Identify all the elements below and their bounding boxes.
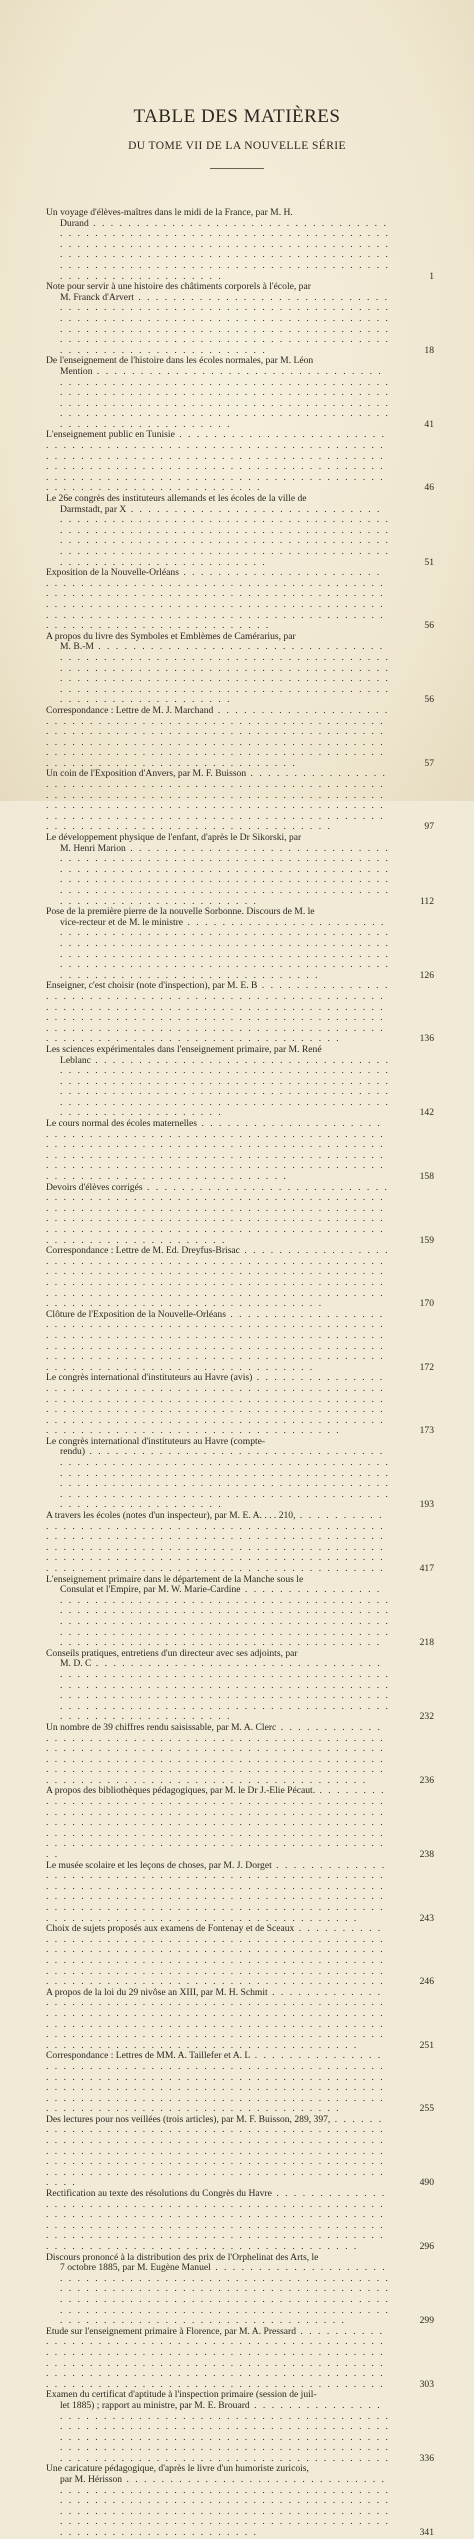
toc-entry	[46, 1181, 434, 1247]
toc-page-number: 56	[424, 620, 434, 632]
toc-entry-text: M. Franck d'Arvert . . . . . . . . . . . . . . . . . . . . . . . . . . . . . . . . . . . . . . . . . . . . . . . . . . . . . . . . . . . . . . . . . . . . . . . . . . . . . . . . . . . . . . . . . . . . . . . . . . . . . . . . . . . . . . . . . . . . . . . . . . . . . . . . . . . . . . . . . . . . . . . . . . . . . . . . . . . . . . . . . . . . . . . . . . . . . . . . . . . . . . . . . . . . . . . . . . . . . . . . . . . . .	[60, 291, 390, 356]
leader-dots: . . . . . . . . . . . . . . . . . . . . . . . . . . . . . . . . . . . . . . . . . . . . . . . . . . . . . . . . . . . . . . . . . . . . . . . . . . . . . . . . . . . . . . . . . . . . . . . . . . . . . . . . . . . . . . . . . . . . . . . . . . . . . . . . . . . . . . . . . . . . . . . . . . . . . . . . . . . . . . . . . . . . . . . . . . . . . . . . . . . . . . . . . . . . . . . . . . . . . . . . . . . . .	[46, 2050, 385, 2115]
toc-entry	[46, 1245, 434, 1310]
toc-page-number: 18	[424, 344, 434, 356]
toc-page-number: 490	[419, 2177, 434, 2189]
toc-entry	[46, 2325, 434, 2391]
toc-entry-text: Examen du certificat d'aptitude à l'inspection primaire (session de juil-	[46, 2389, 317, 2401]
toc-entry	[46, 1372, 434, 1437]
toc-entry	[46, 1721, 434, 1787]
leader-dots: . . . . . . . . . . . . . . . . . . . . . . . . . . . . . . . . . . . . . . . . . . . . . . . . . . . . . . . . . . . . . . . . . . . . . . . . . . . . . . . . . . . . . . . . . . . . . . . . . . . . . . . . . . . . . . . . . . . . . . . . . . . . . . . . . . . . . . . . . . . . . . . . . . . . . . . . . . . . . . . . . . . . . . . . . . . . . . . . . . . . . . . . . . . . . . . . . . . . . . . . . . . . .	[46, 768, 387, 833]
leader-dots: . . . . . . . . . . . . . . . . . . . . . . . . . . . . . . . . . . . . . . . . . . . . . . . . . . . . . . . . . . . . . . . . . . . . . . . . . . . . . . . . . . . . . . . . . . . . . . . . . . . . . . . . . . . . . . . . . . . . . . . . . . . . . . . . . . . . . . . . . . . . . . . . . . . . . . . . . . . . . . . . . . . . . . . . . . . . . . . . . . . . . . . . . . . . . . . . . . . . . . . . . . . . .	[46, 1510, 385, 1574]
toc-entry-text: M. B.-M . . . . . . . . . . . . . . . . . . . . . . . . . . . . . . . . . . . . . . . . . . . . . . . . . . . . . . . . . . . . . . . . . . . . . . . . . . . . . . . . . . . . . . . . . . . . . . . . . . . . . . . . . . . . . . . . . . . . . . . . . . . . . . . . . . . . . . . . . . . . . . . . . . . . . . . . . . . . . . . . . . . . . . . . . . . . . . . . . . . . . . . . . . . . . . . . . . . . . . . . . . . . .	[60, 641, 390, 706]
leader-dots: . . . . . . . . . . . . . . . . . . . . . . . . . . . . . . . . . . . . . . . . . . . . . . . . . . . . . . . . . . . . . . . . . . . . . . . . . . . . . . . . . . . . . . . . . . . . . . . . . . . . . . . . . . . . . . . . . . . . . . . . . . . . . . . . . . . . . . . . . . . . . . . . . . . . . . . . . . . . . . . . . . . . . . . . . . . . . . . . . . . . . . . . . . . . . . . . . . . . . . . . . . . . .	[46, 429, 386, 494]
toc-entry	[46, 1573, 434, 1649]
leader-dots: . . . . . . . . . . . . . . . . . . . . . . . . . . . . . . . . . . . . . . . . . . . . . . . . . . . . . . . . . . . . . . . . . . . . . . . . . . . . . . . . . . . . . . . . . . . . . . . . . . . . . . . . . . . . . . . . . . . . . . . . . . . . . . . . . . . . . . . . . . . . . . . . . . . . . . . . . . . . . . . . . . . . . . . . . . . . . . . . . . . . . . . . . . . . . . . . . . . . . . . . . . . . .	[60, 217, 390, 282]
toc-page-number: 142	[419, 1107, 434, 1119]
leader-dots: . . . . . . . . . . . . . . . . . . . . . . . . . . . . . . . . . . . . . . . . . . . . . . . . . . . . . . . . . . . . . . . . . . . . . . . . . . . . . . . . . . . . . . . . . . . . . . . . . . . . . . . . . . . . . . . . . . . . . . . . . . . . . . . . . . . . . . . . . . . . . . . . . . . . . . . . . . . . . . . . . . . . . . . . . . . . . . . . . . . . . . . . . . . . . . . . . . . . . . . . . . . . .	[46, 567, 385, 632]
toc-page-number: 159	[419, 1234, 434, 1246]
toc-entry	[46, 704, 434, 770]
toc-entry-text: Clôture de l'Exposition de la Nouvelle-Orléans . . . . . . . . . . . . . . . . . . . . . . . . . . . . . . . . . . . . . . . . . . . . . . . . . . . . . . . . . . . . . . . . . . . . . . . . . . . . . . . . . . . . . . . . . . . . . . . . . . . . . . . . . . . . . . . . . . . . . . . . . . . . . . . . . . . . . . . . . . . . . . . . . . . . . . . . . . . . . . . . . . . . . . . . . . . . . . . . . . . . . . . . . . . . . . . . . . . . . . . . . . . . .	[46, 1308, 385, 1373]
toc-entry-text: let 1885) ; rapport au ministre, par M. E. Brouard . . . . . . . . . . . . . . . . . . . . . . . . . . . . . . . . . . . . . . . . . . . . . . . . . . . . . . . . . . . . . . . . . . . . . . . . . . . . . . . . . . . . . . . . . . . . . . . . . . . . . . . . . . . . . . . . . . . . . . . . . . . . . . . . . . . . . . . . . . . . . . . . . . . . . . . . . . . . . . . . . . . . . . . . . . . . . . . . . . . . . . . . . . . . . . . . . . . . . . . . . . . . .	[60, 2399, 390, 2464]
toc-entry	[46, 2251, 434, 2327]
toc-page-number: 112	[419, 895, 434, 907]
toc-entry-text: M. D. C . . . . . . . . . . . . . . . . . . . . . . . . . . . . . . . . . . . . . . . . . . . . . . . . . . . . . . . . . . . . . . . . . . . . . . . . . . . . . . . . . . . . . . . . . . . . . . . . . . . . . . . . . . . . . . . . . . . . . . . . . . . . . . . . . . . . . . . . . . . . . . . . . . . . . . . . . . . . . . . . . . . . . . . . . . . . . . . . . . . . . . . . . . . . . . . . . . . . . . . . . . . . .	[60, 1658, 390, 1723]
toc-entry-text: Les sciences expérimentales dans l'enseignement primaire, par M. René	[46, 1043, 322, 1055]
toc-entry-text: Enseigner, c'est choisir (note d'inspection), par M. E. B . . . . . . . . . . . . . . . . . . . . . . . . . . . . . . . . . . . . . . . . . . . . . . . . . . . . . . . . . . . . . . . . . . . . . . . . . . . . . . . . . . . . . . . . . . . . . . . . . . . . . . . . . . . . . . . . . . . . . . . . . . . . . . . . . . . . . . . . . . . . . . . . . . . . . . . . . . . . . . . . . . . . . . . . . . . . . . . . . . . . . . . . . . . . . . . . . . . . . . . . . . . . .	[46, 980, 390, 1045]
leader-dots: . . . . . . . . . . . . . . . . . . . . . . . . . . . . . . . . . . . . . . . . . . . . . . . . . . . . . . . . . . . . . . . . . . . . . . . . . . . . . . . . . . . . . . . . . . . . . . . . . . . . . . . . . . . . . . . . . . . . . . . . . . . . . . . . . . . . . . . . . . . . . . . . . . . . . . . . . . . . . . . . . . . . . . . . . . . . . . . . . . . . . . . . . . . . . . . . . . . . . . . . . . . . .	[46, 1986, 385, 2051]
page-subtitle: DU TOME VII DE LA NOUVELLE SÉRIE	[128, 140, 346, 152]
toc-entry	[46, 429, 434, 494]
toc-entry	[46, 567, 434, 632]
toc-page-number: 243	[419, 1912, 434, 1924]
toc-entry	[46, 355, 434, 430]
toc-entry	[46, 1118, 434, 1183]
leader-dots: . . . . . . . . . . . . . . . . . . . . . . . . . . . . . . . . . . . . . . . . . . . . . . . . . . . . . . . . . . . . . . . . . . . . . . . . . . . . . . . . . . . . . . . . . . . . . . . . . . . . . . . . . . . . . . . . . . . . . . . . . . . . . . . . . . . . . . . . . . . . . . . . . . . . . . . . . . . . . . . . . . . . . . . . . . . . . . . . . . . . . . . . . . . . . . . . . . . . . . . . . . . . .	[60, 365, 390, 430]
toc-entry-text: Pose de la première pierre de la nouvelle Sorbonne. Discours de M. le	[46, 906, 315, 918]
toc-page-number: 303	[419, 2378, 434, 2390]
toc-page-number: 158	[419, 1171, 434, 1183]
toc-entry-text: Correspondance : Lettre de M. J. Marchand . . . . . . . . . . . . . . . . . . . . . . . . . . . . . . . . . . . . . . . . . . . . . . . . . . . . . . . . . . . . . . . . . . . . . . . . . . . . . . . . . . . . . . . . . . . . . . . . . . . . . . . . . . . . . . . . . . . . . . . . . . . . . . . . . . . . . . . . . . . . . . . . . . . . . . . . . . . . . . . . . . . . . . . . . . . . . . . . . . . . . . . . . . . . . . . . . . . . . . . . . . . . .	[46, 704, 390, 769]
leader-dots: . . . . . . . . . . . . . . . . . . . . . . . . . . . . . . . . . . . . . . . . . . . . . . . . . . . . . . . . . . . . . . . . . . . . . . . . . . . . . . . . . . . . . . . . . . . . . . . . . . . . . . . . . . . . . . . . . . . . . . . . . . . . . . . . . . . . . . . . . . . . . . . . . . . . . . . . . . . . . . . . . . . . . . . . . . . . . . . . . . . . . . . . . . . . . . . . . . . . . . . . . . . . .	[60, 1054, 390, 1119]
toc-entry	[46, 1923, 434, 1988]
toc-page-number: 417	[419, 1563, 434, 1574]
toc-entry-text: Le musée scolaire et les leçons de choses, par M. J. Dorget . . . . . . . . . . . . . . . . . . . . . . . . . . . . . . . . . . . . . . . . . . . . . . . . . . . . . . . . . . . . . . . . . . . . . . . . . . . . . . . . . . . . . . . . . . . . . . . . . . . . . . . . . . . . . . . . . . . . . . . . . . . . . . . . . . . . . . . . . . . . . . . . . . . . . . . . . . . . . . . . . . . . . . . . . . . . . . . . . . . . . . . . . . . . . . . . . . . . . . . . . . . . .	[46, 1859, 387, 1924]
toc-page-number: 193	[419, 1499, 434, 1511]
toc-entry-text: Un coin de l'Exposition d'Anvers, par M. F. Buisson . . . . . . . . . . . . . . . . . . . . . . . . . . . . . . . . . . . . . . . . . . . . . . . . . . . . . . . . . . . . . . . . . . . . . . . . . . . . . . . . . . . . . . . . . . . . . . . . . . . . . . . . . . . . . . . . . . . . . . . . . . . . . . . . . . . . . . . . . . . . . . . . . . . . . . . . . . . . . . . . . . . . . . . . . . . . . . . . . . . . . . . . . . . . . . . . . . . . . . . . . . . . .	[46, 768, 387, 833]
toc-page-number: 136	[419, 1033, 434, 1045]
toc-entry-text: Le cours normal des écoles maternelles . . . . . . . . . . . . . . . . . . . . . . . . . . . . . . . . . . . . . . . . . . . . . . . . . . . . . . . . . . . . . . . . . . . . . . . . . . . . . . . . . . . . . . . . . . . . . . . . . . . . . . . . . . . . . . . . . . . . . . . . . . . . . . . . . . . . . . . . . . . . . . . . . . . . . . . . . . . . . . . . . . . . . . . . . . . . . . . . . . . . . . . . . . . . . . . . . . . . . . . . . . . . .	[46, 1118, 385, 1183]
toc-entry	[46, 1785, 434, 1861]
toc-entry	[46, 1308, 434, 1374]
toc-page-number: 238	[419, 1849, 434, 1861]
leader-dots: . . . . . . . . . . . . . . . . . . . . . . . . . . . . . . . . . . . . . . . . . . . . . . . . . . . . . . . . . . . . . . . . . . . . . . . . . . . . . . . . . . . . . . . . . . . . . . . . . . . . . . . . . . . . . . . . . . . . . . . . . . . . . . . . . . . . . . . . . . . . . . . . . . . . . . . . . . . . . . . . . . . . . . . . . . . . . . . . . . . . . . . . . . . . . . . . . . . . . . . . . . . . .	[46, 1923, 385, 1988]
toc-entry-text: A propos du livre des Symboles et Emblèmes de Camérarius, par	[46, 630, 296, 642]
toc-entry	[46, 207, 434, 282]
toc-entry-text: Etude sur l'enseignement primaire à Florence, par M. A. Pressard . . . . . . . . . . . . . . . . . . . . . . . . . . . . . . . . . . . . . . . . . . . . . . . . . . . . . . . . . . . . . . . . . . . . . . . . . . . . . . . . . . . . . . . . . . . . . . . . . . . . . . . . . . . . . . . . . . . . . . . . . . . . . . . . . . . . . . . . . . . . . . . . . . . . . . . . . . . . . . . . . . . . . . . . . . . . . . . . . . . . . . . . . . . . . . . . . . . . . . . . . . . . .	[46, 2325, 385, 2390]
toc-entry	[46, 2463, 434, 2539]
toc-entry-text: M. Henri Marion . . . . . . . . . . . . . . . . . . . . . . . . . . . . . . . . . . . . . . . . . . . . . . . . . . . . . . . . . . . . . . . . . . . . . . . . . . . . . . . . . . . . . . . . . . . . . . . . . . . . . . . . . . . . . . . . . . . . . . . . . . . . . . . . . . . . . . . . . . . . . . . . . . . . . . . . . . . . . . . . . . . . . . . . . . . . . . . . . . . . . . . . . . . . . . . . . . . . . . . . . . . . .	[60, 842, 390, 907]
toc-entry-text: Darmstadt, par X . . . . . . . . . . . . . . . . . . . . . . . . . . . . . . . . . . . . . . . . . . . . . . . . . . . . . . . . . . . . . . . . . . . . . . . . . . . . . . . . . . . . . . . . . . . . . . . . . . . . . . . . . . . . . . . . . . . . . . . . . . . . . . . . . . . . . . . . . . . . . . . . . . . . . . . . . . . . . . . . . . . . . . . . . . . . . . . . . . . . . . . . . . . . . . . . . . . . . . . . . . . . .	[60, 503, 390, 568]
toc-entry-text: Devoirs d'élèves corrigés . . . . . . . . . . . . . . . . . . . . . . . . . . . . . . . . . . . . . . . . . . . . . . . . . . . . . . . . . . . . . . . . . . . . . . . . . . . . . . . . . . . . . . . . . . . . . . . . . . . . . . . . . . . . . . . . . . . . . . . . . . . . . . . . . . . . . . . . . . . . . . . . . . . . . . . . . . . . . . . . . . . . . . . . . . . . . . . . . . . . . . . . . . . . . . . . . . . . . . . . . . . . .	[46, 1181, 389, 1246]
leader-dots: . . . . . . . . . . . . . . . . . . . . . . . . . . . . . . . . . . . . . . . . . . . . . . . . . . . . . . . . . . . . . . . . . . . . . . . . . . . . . . . . . . . . . . . . . . . . . . . . . . . . . . . . . . . . . . . . . . . . . . . . . . . . . . . . . . . . . . . . . . . . . . . . . . . . . . . . . . . . . . . . . . . . . . . . . . . . . . . . . . . . . . . . . . . . . . . . . . . . . . . . . . . . .	[46, 1372, 385, 1437]
toc-page-number: 299	[419, 2315, 434, 2327]
toc-entry	[46, 832, 434, 907]
leader-dots: . . . . . . . . . . . . . . . . . . . . . . . . . . . . . . . . . . . . . . . . . . . . . . . . . . . . . . . . . . . . . . . . . . . . . . . . . . . . . . . . . . . . . . . . . . . . . . . . . . . . . . . . . . . . . . . . . . . . . . . . . . . . . . . . . . . . . . . . . . . . . . . . . . . . . . . . . . . . . . . . . . . . . . . . . . . . . . . . . . . . . . . . . . . . . . . . . . . . . . . . . . . . .	[46, 704, 390, 769]
toc-page-number: 1	[429, 270, 434, 282]
toc-page-number: 218	[419, 1637, 434, 1649]
toc-page-number: 341	[419, 2527, 434, 2539]
toc-entry	[46, 980, 434, 1045]
toc-entry-text: 7 octobre 1885, par M. Eugène Manuel . . . . . . . . . . . . . . . . . . . . . . . . . . . . . . . . . . . . . . . . . . . . . . . . . . . . . . . . . . . . . . . . . . . . . . . . . . . . . . . . . . . . . . . . . . . . . . . . . . . . . . . . . . . . . . . . . . . . . . . . . . . . . . . . . . . . . . . . . . . . . . . . . . . . . . . . . . . . . . . . . . . . . . . . . . . . . . . . . . . . . . . . . . . . . . . . . . . . . . . . . . . . .	[60, 2262, 390, 2327]
toc-page-number: 126	[419, 969, 434, 981]
toc-entry-text: vice-recteur et de M. le ministre . . . . . . . . . . . . . . . . . . . . . . . . . . . . . . . . . . . . . . . . . . . . . . . . . . . . . . . . . . . . . . . . . . . . . . . . . . . . . . . . . . . . . . . . . . . . . . . . . . . . . . . . . . . . . . . . . . . . . . . . . . . . . . . . . . . . . . . . . . . . . . . . . . . . . . . . . . . . . . . . . . . . . . . . . . . . . . . . . . . . . . . . . . . . . . . . . . . . . . . . . . . . .	[60, 916, 390, 981]
toc-entry	[46, 281, 434, 356]
toc-page-number: 296	[419, 2241, 434, 2252]
toc-entry-text: L'enseignement public en Tunisie . . . . . . . . . . . . . . . . . . . . . . . . . . . . . . . . . . . . . . . . . . . . . . . . . . . . . . . . . . . . . . . . . . . . . . . . . . . . . . . . . . . . . . . . . . . . . . . . . . . . . . . . . . . . . . . . . . . . . . . . . . . . . . . . . . . . . . . . . . . . . . . . . . . . . . . . . . . . . . . . . . . . . . . . . . . . . . . . . . . . . . . . . . . . . . . . . . . . . . . . . . . . .	[46, 429, 386, 494]
leader-dots: . . . . . . . . . . . . . . . . . . . . . . . . . . . . . . . . . . . . . . . . . . . . . . . . . . . . . . . . . . . . . . . . . . . . . . . . . . . . . . . . . . . . . . . . . . . . . . . . . . . . . . . . . . . . . . . . . . . . . . . . . . . . . . . . . . . . . . . . . . . . . . . . . . . . . . . . . . . . . . . . . . . . . . . . . . . . . . . . . . . . . . . . . . . . . . . . . . . . . . . . . . . . .	[60, 503, 390, 568]
toc-entry-text: Exposition de la Nouvelle-Orléans . . . . . . . . . . . . . . . . . . . . . . . . . . . . . . . . . . . . . . . . . . . . . . . . . . . . . . . . . . . . . . . . . . . . . . . . . . . . . . . . . . . . . . . . . . . . . . . . . . . . . . . . . . . . . . . . . . . . . . . . . . . . . . . . . . . . . . . . . . . . . . . . . . . . . . . . . . . . . . . . . . . . . . . . . . . . . . . . . . . . . . . . . . . . . . . . . . . . . . . . . . . . .	[46, 567, 385, 632]
toc-entry	[46, 1647, 434, 1723]
toc-page-number: 236	[419, 1774, 434, 1786]
leader-dots: . . . . . . . . . . . . . . . . . . . . . . . . . . . . . . . . . . . . . . . . . . . . . . . . . . . . . . . . . . . . . . . . . . . . . . . . . . . . . . . . . . . . . . . . . . . . . . . . . . . . . . . . . . . . . . . . . . . . . . . . . . . . . . . . . . . . . . . . . . . . . . . . . . . . . . . . . . . . . . . . . . . . . . . . . . . . . . . . . . . . . . . . . . . . . . . . . . . . . . . . . . . . .	[60, 2399, 390, 2464]
toc-page-number: 170	[419, 1298, 434, 1310]
toc-entry	[46, 1510, 434, 1575]
toc-entry	[46, 768, 434, 833]
leader-dots: . . . . . . . . . . . . . . . . . . . . . . . . . . . . . . . . . . . . . . . . . . . . . . . . . . . . . . . . . . . . . . . . . . . . . . . . . . . . . . . . . . . . . . . . . . . . . . . . . . . . . . . . . . . . . . . . . . . . . . . . . . . . . . . . . . . . . . . . . . . . . . . . . . . . . . . . . . . . . . . . . . . . . . . . . . . . . . . . . . . . . . . . . . . . . . . . . . . . . . . . . . . . .	[60, 1658, 390, 1723]
toc-entry-text: rendu) . . . . . . . . . . . . . . . . . . . . . . . . . . . . . . . . . . . . . . . . . . . . . . . . . . . . . . . . . . . . . . . . . . . . . . . . . . . . . . . . . . . . . . . . . . . . . . . . . . . . . . . . . . . . . . . . . . . . . . . . . . . . . . . . . . . . . . . . . . . . . . . . . . . . . . . . . . . . . . . . . . . . . . . . . . . . . . . . . . . . . . . . . . . . . . . . . . . . . . . . . . . . .	[60, 1446, 390, 1511]
toc-entry-text: Choix de sujets proposés aux examens de Fontenay et de Sceaux . . . . . . . . . . . . . . . . . . . . . . . . . . . . . . . . . . . . . . . . . . . . . . . . . . . . . . . . . . . . . . . . . . . . . . . . . . . . . . . . . . . . . . . . . . . . . . . . . . . . . . . . . . . . . . . . . . . . . . . . . . . . . . . . . . . . . . . . . . . . . . . . . . . . . . . . . . . . . . . . . . . . . . . . . . . . . . . . . . . . . . . . . . . . . . . . . . . . . . . . . . . . .	[46, 1923, 385, 1988]
toc-page-number: 41	[424, 418, 434, 430]
toc-entry	[46, 2113, 434, 2189]
leader-dots: . . . . . . . . . . . . . . . . . . . . . . . . . . . . . . . . . . . . . . . . . . . . . . . . . . . . . . . . . . . . . . . . . . . . . . . . . . . . . . . . . . . . . . . . . . . . . . . . . . . . . . . . . . . . . . . . . . . . . . . . . . . . . . . . . . . . . . . . . . . . . . . . . . . . . . . . . . . . . . . . . . . . . . . . . . . . . . . . . . . . . . . . . . . . . . . . . . . . . . . . . . . . .	[60, 2474, 390, 2539]
leader-dots: . . . . . . . . . . . . . . . . . . . . . . . . . . . . . . . . . . . . . . . . . . . . . . . . . . . . . . . . . . . . . . . . . . . . . . . . . . . . . . . . . . . . . . . . . . . . . . . . . . . . . . . . . . . . . . . . . . . . . . . . . . . . . . . . . . . . . . . . . . . . . . . . . . . . . . . . . . . . . . . . . . . . . . . . . . . . . . . . . . . . . . . . . . . . . . . . . . . . . . . . . . . . .	[60, 1446, 390, 1511]
leader-dots: . . . . . . . . . . . . . . . . . . . . . . . . . . . . . . . . . . . . . . . . . . . . . . . . . . . . . . . . . . . . . . . . . . . . . . . . . . . . . . . . . . . . . . . . . . . . . . . . . . . . . . . . . . . . . . . . . . . . . . . . . . . . . . . . . . . . . . . . . . . . . . . . . . . . . . . . . . . . . . . . . . . . . . . . . . . . . . . . . . . . . . . . . . . . . . . . . . . . . . . . . . . . .	[46, 1859, 387, 1924]
toc-entry-text: Correspondance : Lettre de M. Ed. Dreyfus-Brisac . . . . . . . . . . . . . . . . . . . . . . . . . . . . . . . . . . . . . . . . . . . . . . . . . . . . . . . . . . . . . . . . . . . . . . . . . . . . . . . . . . . . . . . . . . . . . . . . . . . . . . . . . . . . . . . . . . . . . . . . . . . . . . . . . . . . . . . . . . . . . . . . . . . . . . . . . . . . . . . . . . . . . . . . . . . . . . . . . . . . . . . . . . . . . . . . . . . . . . . . . . . . .	[46, 1245, 390, 1310]
toc-page-number: 251	[419, 2039, 434, 2051]
toc-entry	[46, 1043, 434, 1119]
toc-page-number: 56	[424, 694, 434, 706]
toc-entry-text: par M. Hérisson . . . . . . . . . . . . . . . . . . . . . . . . . . . . . . . . . . . . . . . . . . . . . . . . . . . . . . . . . . . . . . . . . . . . . . . . . . . . . . . . . . . . . . . . . . . . . . . . . . . . . . . . . . . . . . . . . . . . . . . . . . . . . . . . . . . . . . . . . . . . . . . . . . . . . . . . . . . . . . . . . . . . . . . . . . . . . . . . . . . . . . . . . . . . . . . . . . . . . . . . . . . . .	[60, 2474, 390, 2539]
toc-entry	[46, 2050, 434, 2115]
toc-page-number: 232	[419, 1711, 434, 1723]
toc-entry-text: Conseils pratiques, entretiens d'un directeur avec ses adjoints, par	[46, 1647, 298, 1659]
page-title: TABLE DES MATIÈRES	[133, 106, 341, 127]
toc-entry-text: A propos des bibliothèques pédagogiques, par M. le Dr J.-Elie Pécaut. . . . . . . . . . . . . . . . . . . . . . . . . . . . . . . . . . . . . . . . . . . . . . . . . . . . . . . . . . . . . . . . . . . . . . . . . . . . . . . . . . . . . . . . . . . . . . . . . . . . . . . . . . . . . . . . . . . . . . . . . . . . . . . . . . . . . . . . . . . . . . . . . . . . . . . . . . . . . . . . . . . . . . . . . . . . . . . . . . . . . . . . . . . . . . . . . . . . . . . . . . . . . .	[46, 1785, 386, 1861]
toc-entry-text: Note pour servir à une histoire des châtiments corporels à l'école, par	[46, 281, 311, 293]
leader-dots: . . . . . . . . . . . . . . . . . . . . . . . . . . . . . . . . . . . . . . . . . . . . . . . . . . . . . . . . . . . . . . . . . . . . . . . . . . . . . . . . . . . . . . . . . . . . . . . . . . . . . . . . . . . . . . . . . . . . . . . . . . . . . . . . . . . . . . . . . . . . . . . . . . . . . . . . . . . . . . . . . . . . . . . . . . . . . . . . . . . . . . . . . . . . . . . . . . . . . . . . . . . . .	[46, 1181, 389, 1246]
leader-dots: . . . . . . . . . . . . . . . . . . . . . . . . . . . . . . . . . . . . . . . . . . . . . . . . . . . . . . . . . . . . . . . . . . . . . . . . . . . . . . . . . . . . . . . . . . . . . . . . . . . . . . . . . . . . . . . . . . . . . . . . . . . . . . . . . . . . . . . . . . . . . . . . . . . . . . . . . . . . . . . . . . . . . . . . . . . . . . . . . . . . . . . . . . . . . . . . . . . . . . . . . . . . .	[60, 291, 390, 356]
toc-entry-text: Une caricature pédagogique, d'après le livre d'un humoriste zuricois,	[46, 2463, 309, 2475]
leader-dots: . . . . . . . . . . . . . . . . . . . . . . . . . . . . . . . . . . . . . . . . . . . . . . . . . . . . . . . . . . . . . . . . . . . . . . . . . . . . . . . . . . . . . . . . . . . . . . . . . . . . . . . . . . . . . . . . . . . . . . . . . . . . . . . . . . . . . . . . . . . . . . . . . . . . . . . . . . . . . . . . . . . . . . . . . . . . . . . . . . . . . . . . . . . . . . . . . . . . . . . . . . . . .	[46, 2188, 387, 2252]
toc-entry	[46, 493, 434, 568]
toc-page-number: 336	[419, 2452, 434, 2464]
leader-dots: . . . . . . . . . . . . . . . . . . . . . . . . . . . . . . . . . . . . . . . . . . . . . . . . . . . . . . . . . . . . . . . . . . . . . . . . . . . . . . . . . . . . . . . . . . . . . . . . . . . . . . . . . . . . . . . . . . . . . . . . . . . . . . . . . . . . . . . . . . . . . . . . . . . . . . . . . . . . . . . . . . . . . . . . . . . . . . . . . . . . . . . . . . . . . . . . . . . . . . . . . . . . .	[60, 641, 390, 706]
leader-dots: . . . . . . . . . . . . . . . . . . . . . . . . . . . . . . . . . . . . . . . . . . . . . . . . . . . . . . . . . . . . . . . . . . . . . . . . . . . . . . . . . . . . . . . . . . . . . . . . . . . . . . . . . . . . . . . . . . . . . . . . . . . . . . . . . . . . . . . . . . . . . . . . . . . . . . . . . . . . . . . . . . . . . . . . . . . . . . . . . . . . . . . . . . . . . . . . . . . . . . . . . . . . .	[46, 980, 390, 1045]
toc-page-number: 172	[419, 1361, 434, 1373]
toc-entry-text: De l'enseignement de l'histoire dans les écoles normales, par M. Léon	[46, 355, 314, 367]
toc-page-number: 246	[419, 1976, 434, 1988]
toc-entry-text: A propos de la loi du 29 nivôse an XIII, par M. H. Schmit . . . . . . . . . . . . . . . . . . . . . . . . . . . . . . . . . . . . . . . . . . . . . . . . . . . . . . . . . . . . . . . . . . . . . . . . . . . . . . . . . . . . . . . . . . . . . . . . . . . . . . . . . . . . . . . . . . . . . . . . . . . . . . . . . . . . . . . . . . . . . . . . . . . . . . . . . . . . . . . . . . . . . . . . . . . . . . . . . . . . . . . . . . . . . . . . . . . . . . . . . . . . .	[46, 1986, 385, 2051]
toc-page-number: 255	[419, 2103, 434, 2115]
toc-entry-text: Le congrès international d'instituteurs au Havre (compte-	[46, 1435, 266, 1447]
leader-dots: . . . . . . . . . . . . . . . . . . . . . . . . . . . . . . . . . . . . . . . . . . . . . . . . . . . . . . . . . . . . . . . . . . . . . . . . . . . . . . . . . . . . . . . . . . . . . . . . . . . . . . . . . . . . . . . . . . . . . . . . . . . . . . . . . . . . . . . . . . . . . . . . . . . . . . . . . . . . . . . . . . . . . . . . . . . . . . . . . . . . . . . . . . . . . . . . . . . . . . . . . . . . .	[46, 1308, 385, 1373]
leader-dots: . . . . . . . . . . . . . . . . . . . . . . . . . . . . . . . . . . . . . . . . . . . . . . . . . . . . . . . . . . . . . . . . . . . . . . . . . . . . . . . . . . . . . . . . . . . . . . . . . . . . . . . . . . . . . . . . . . . . . . . . . . . . . . . . . . . . . . . . . . . . . . . . . . . . . . . . . . . . . . . . . . . . . . . . . . . . . . . . . . . . . . . . . . . . . . . . . . . . . . . . . . . . .	[46, 2325, 385, 2390]
toc-page-number: 173	[419, 1425, 434, 1437]
toc-entry	[46, 2188, 434, 2253]
toc-entry-text: Des lectures pour nos veillées (trois articles), par M. F. Buisson, 289, 397, . . . . . . . . . . . . . . . . . . . . . . . . . . . . . . . . . . . . . . . . . . . . . . . . . . . . . . . . . . . . . . . . . . . . . . . . . . . . . . . . . . . . . . . . . . . . . . . . . . . . . . . . . . . . . . . . . . . . . . . . . . . . . . . . . . . . . . . . . . . . . . . . . . . . . . . . . . . . . . . . . . . . . . . . . . . . . . . . . . . . . . . . . . . . . . . . . . . . . . . . . . . . .	[46, 2113, 385, 2189]
leader-dots: . . . . . . . . . . . . . . . . . . . . . . . . . . . . . . . . . . . . . . . . . . . . . . . . . . . . . . . . . . . . . . . . . . . . . . . . . . . . . . . . . . . . . . . . . . . . . . . . . . . . . . . . . . . . . . . . . . . . . . . . . . . . . . . . . . . . . . . . . . . . . . . . . . . . . . . . . . . . . . . . . . . . . . . . . . . . . . . . . . . . . . . . . . . . . . . . . . . . . . . . . . . . .	[60, 1584, 390, 1649]
leader-dots: . . . . . . . . . . . . . . . . . . . . . . . . . . . . . . . . . . . . . . . . . . . . . . . . . . . . . . . . . . . . . . . . . . . . . . . . . . . . . . . . . . . . . . . . . . . . . . . . . . . . . . . . . . . . . . . . . . . . . . . . . . . . . . . . . . . . . . . . . . . . . . . . . . . . . . . . . . . . . . . . . . . . . . . . . . . . . . . . . . . . . . . . . . . . . . . . . . . . . . . . . . . . .	[46, 1118, 385, 1183]
toc-entry-text: Mention . . . . . . . . . . . . . . . . . . . . . . . . . . . . . . . . . . . . . . . . . . . . . . . . . . . . . . . . . . . . . . . . . . . . . . . . . . . . . . . . . . . . . . . . . . . . . . . . . . . . . . . . . . . . . . . . . . . . . . . . . . . . . . . . . . . . . . . . . . . . . . . . . . . . . . . . . . . . . . . . . . . . . . . . . . . . . . . . . . . . . . . . . . . . . . . . . . . . . . . . . . . . .	[60, 365, 390, 430]
toc-entry-text: Le 26e congrès des instituteurs allemands et les écoles de la ville de	[46, 493, 307, 505]
toc-entry-text: Correspondance : Lettres de MM. A. Taillefer et A. L . . . . . . . . . . . . . . . . . . . . . . . . . . . . . . . . . . . . . . . . . . . . . . . . . . . . . . . . . . . . . . . . . . . . . . . . . . . . . . . . . . . . . . . . . . . . . . . . . . . . . . . . . . . . . . . . . . . . . . . . . . . . . . . . . . . . . . . . . . . . . . . . . . . . . . . . . . . . . . . . . . . . . . . . . . . . . . . . . . . . . . . . . . . . . . . . . . . . . . . . . . . . .	[46, 2050, 385, 2115]
toc-entry-text: Un voyage d'élèves-maîtres dans le midi de la France, par M. H.	[46, 207, 293, 218]
toc-entry-text: Discours prononcé à la distribution des prix de l'Orphelinat des Arts, le	[46, 2251, 319, 2263]
toc-entry	[46, 630, 434, 706]
toc-page-number: 57	[424, 757, 434, 769]
toc-entry-text: Le développement physique de l'enfant, d'après le Dr Sikorski, par	[46, 832, 302, 844]
leader-dots: . . . . . . . . . . . . . . . . . . . . . . . . . . . . . . . . . . . . . . . . . . . . . . . . . . . . . . . . . . . . . . . . . . . . . . . . . . . . . . . . . . . . . . . . . . . . . . . . . . . . . . . . . . . . . . . . . . . . . . . . . . . . . . . . . . . . . . . . . . . . . . . . . . . . . . . . . . . . . . . . . . . . . . . . . . . . . . . . . . . . . . . . . . . . . . . . . . . . . . . . . . . . .	[46, 1245, 390, 1310]
toc-page-number: 46	[424, 482, 434, 494]
leader-dots: . . . . . . . . . . . . . . . . . . . . . . . . . . . . . . . . . . . . . . . . . . . . . . . . . . . . . . . . . . . . . . . . . . . . . . . . . . . . . . . . . . . . . . . . . . . . . . . . . . . . . . . . . . . . . . . . . . . . . . . . . . . . . . . . . . . . . . . . . . . . . . . . . . . . . . . . . . . . . . . . . . . . . . . . . . . . . . . . . . . . . . . . . . . . . . . . . . . . . . . . . . . . .	[60, 916, 390, 981]
toc-entry-text: L'enseignement primaire dans le département de la Manche sous le	[46, 1573, 304, 1585]
toc-entry	[46, 906, 434, 981]
title-divider	[210, 168, 264, 169]
toc-entry	[46, 1986, 434, 2052]
toc-entry	[46, 2389, 434, 2464]
toc-page-number: 97	[424, 821, 434, 833]
toc-entry-text: Consulat et l'Empire, par M. W. Marie-Cardine . . . . . . . . . . . . . . . . . . . . . . . . . . . . . . . . . . . . . . . . . . . . . . . . . . . . . . . . . . . . . . . . . . . . . . . . . . . . . . . . . . . . . . . . . . . . . . . . . . . . . . . . . . . . . . . . . . . . . . . . . . . . . . . . . . . . . . . . . . . . . . . . . . . . . . . . . . . . . . . . . . . . . . . . . . . . . . . . . . . . . . . . . . . . . . . . . . . . . . . . . . . . .	[60, 1584, 390, 1649]
toc-entry-text: Durand . . . . . . . . . . . . . . . . . . . . . . . . . . . . . . . . . . . . . . . . . . . . . . . . . . . . . . . . . . . . . . . . . . . . . . . . . . . . . . . . . . . . . . . . . . . . . . . . . . . . . . . . . . . . . . . . . . . . . . . . . . . . . . . . . . . . . . . . . . . . . . . . . . . . . . . . . . . . . . . . . . . . . . . . . . . . . . . . . . . . . . . . . . . . . . . . . . . . . . . . . . . . .	[60, 217, 390, 282]
toc-entry-text: A travers les écoles (notes d'un inspecteur), par M. E. A. . . . 210, . . . . . . . . . . . . . . . . . . . . . . . . . . . . . . . . . . . . . . . . . . . . . . . . . . . . . . . . . . . . . . . . . . . . . . . . . . . . . . . . . . . . . . . . . . . . . . . . . . . . . . . . . . . . . . . . . . . . . . . . . . . . . . . . . . . . . . . . . . . . . . . . . . . . . . . . . . . . . . . . . . . . . . . . . . . . . . . . . . . . . . . . . . . . . . . . . . . . . . . . . . . . .	[46, 1510, 385, 1574]
toc-entry-text: Un nombre de 39 chiffres rendu saisissable, par M. A. Clerc . . . . . . . . . . . . . . . . . . . . . . . . . . . . . . . . . . . . . . . . . . . . . . . . . . . . . . . . . . . . . . . . . . . . . . . . . . . . . . . . . . . . . . . . . . . . . . . . . . . . . . . . . . . . . . . . . . . . . . . . . . . . . . . . . . . . . . . . . . . . . . . . . . . . . . . . . . . . . . . . . . . . . . . . . . . . . . . . . . . . . . . . . . . . . . . . . . . . . . . . . . . . .	[46, 1721, 385, 1786]
toc-entry-text: Rectification au texte des résolutions du Congrès du Havre . . . . . . . . . . . . . . . . . . . . . . . . . . . . . . . . . . . . . . . . . . . . . . . . . . . . . . . . . . . . . . . . . . . . . . . . . . . . . . . . . . . . . . . . . . . . . . . . . . . . . . . . . . . . . . . . . . . . . . . . . . . . . . . . . . . . . . . . . . . . . . . . . . . . . . . . . . . . . . . . . . . . . . . . . . . . . . . . . . . . . . . . . . . . . . . . . . . . . . . . . . . . .	[46, 2188, 387, 2252]
toc-entry-text: Leblanc . . . . . . . . . . . . . . . . . . . . . . . . . . . . . . . . . . . . . . . . . . . . . . . . . . . . . . . . . . . . . . . . . . . . . . . . . . . . . . . . . . . . . . . . . . . . . . . . . . . . . . . . . . . . . . . . . . . . . . . . . . . . . . . . . . . . . . . . . . . . . . . . . . . . . . . . . . . . . . . . . . . . . . . . . . . . . . . . . . . . . . . . . . . . . . . . . . . . . . . . . . . . .	[60, 1054, 390, 1119]
toc-entry	[46, 1859, 434, 1925]
table-of-contents	[46, 207, 434, 2539]
leader-dots: . . . . . . . . . . . . . . . . . . . . . . . . . . . . . . . . . . . . . . . . . . . . . . . . . . . . . . . . . . . . . . . . . . . . . . . . . . . . . . . . . . . . . . . . . . . . . . . . . . . . . . . . . . . . . . . . . . . . . . . . . . . . . . . . . . . . . . . . . . . . . . . . . . . . . . . . . . . . . . . . . . . . . . . . . . . . . . . . . . . . . . . . . . . . . . . . . . . . . . . . . . . . .	[46, 1721, 385, 1786]
leader-dots: . . . . . . . . . . . . . . . . . . . . . . . . . . . . . . . . . . . . . . . . . . . . . . . . . . . . . . . . . . . . . . . . . . . . . . . . . . . . . . . . . . . . . . . . . . . . . . . . . . . . . . . . . . . . . . . . . . . . . . . . . . . . . . . . . . . . . . . . . . . . . . . . . . . . . . . . . . . . . . . . . . . . . . . . . . . . . . . . . . . . . . . . . . . . . . . . . . . . . . . . . . . . .	[60, 2262, 390, 2327]
toc-entry-text: Le congrès international d'instituteurs au Havre (avis) . . . . . . . . . . . . . . . . . . . . . . . . . . . . . . . . . . . . . . . . . . . . . . . . . . . . . . . . . . . . . . . . . . . . . . . . . . . . . . . . . . . . . . . . . . . . . . . . . . . . . . . . . . . . . . . . . . . . . . . . . . . . . . . . . . . . . . . . . . . . . . . . . . . . . . . . . . . . . . . . . . . . . . . . . . . . . . . . . . . . . . . . . . . . . . . . . . . . . . . . . . . . .	[46, 1372, 385, 1437]
toc-page-number: 51	[424, 556, 434, 568]
leader-dots: . . . . . . . . . . . . . . . . . . . . . . . . . . . . . . . . . . . . . . . . . . . . . . . . . . . . . . . . . . . . . . . . . . . . . . . . . . . . . . . . . . . . . . . . . . . . . . . . . . . . . . . . . . . . . . . . . . . . . . . . . . . . . . . . . . . . . . . . . . . . . . . . . . . . . . . . . . . . . . . . . . . . . . . . . . . . . . . . . . . . . . . . . . . . . . . . . . . . . . . . . . . . .	[46, 2113, 385, 2189]
leader-dots: . . . . . . . . . . . . . . . . . . . . . . . . . . . . . . . . . . . . . . . . . . . . . . . . . . . . . . . . . . . . . . . . . . . . . . . . . . . . . . . . . . . . . . . . . . . . . . . . . . . . . . . . . . . . . . . . . . . . . . . . . . . . . . . . . . . . . . . . . . . . . . . . . . . . . . . . . . . . . . . . . . . . . . . . . . . . . . . . . . . . . . . . . . . . . . . . . . . . . . . . . . . . .	[46, 1785, 386, 1861]
leader-dots: . . . . . . . . . . . . . . . . . . . . . . . . . . . . . . . . . . . . . . . . . . . . . . . . . . . . . . . . . . . . . . . . . . . . . . . . . . . . . . . . . . . . . . . . . . . . . . . . . . . . . . . . . . . . . . . . . . . . . . . . . . . . . . . . . . . . . . . . . . . . . . . . . . . . . . . . . . . . . . . . . . . . . . . . . . . . . . . . . . . . . . . . . . . . . . . . . . . . . . . . . . . . .	[60, 842, 390, 907]
toc-entry	[46, 1435, 434, 1511]
